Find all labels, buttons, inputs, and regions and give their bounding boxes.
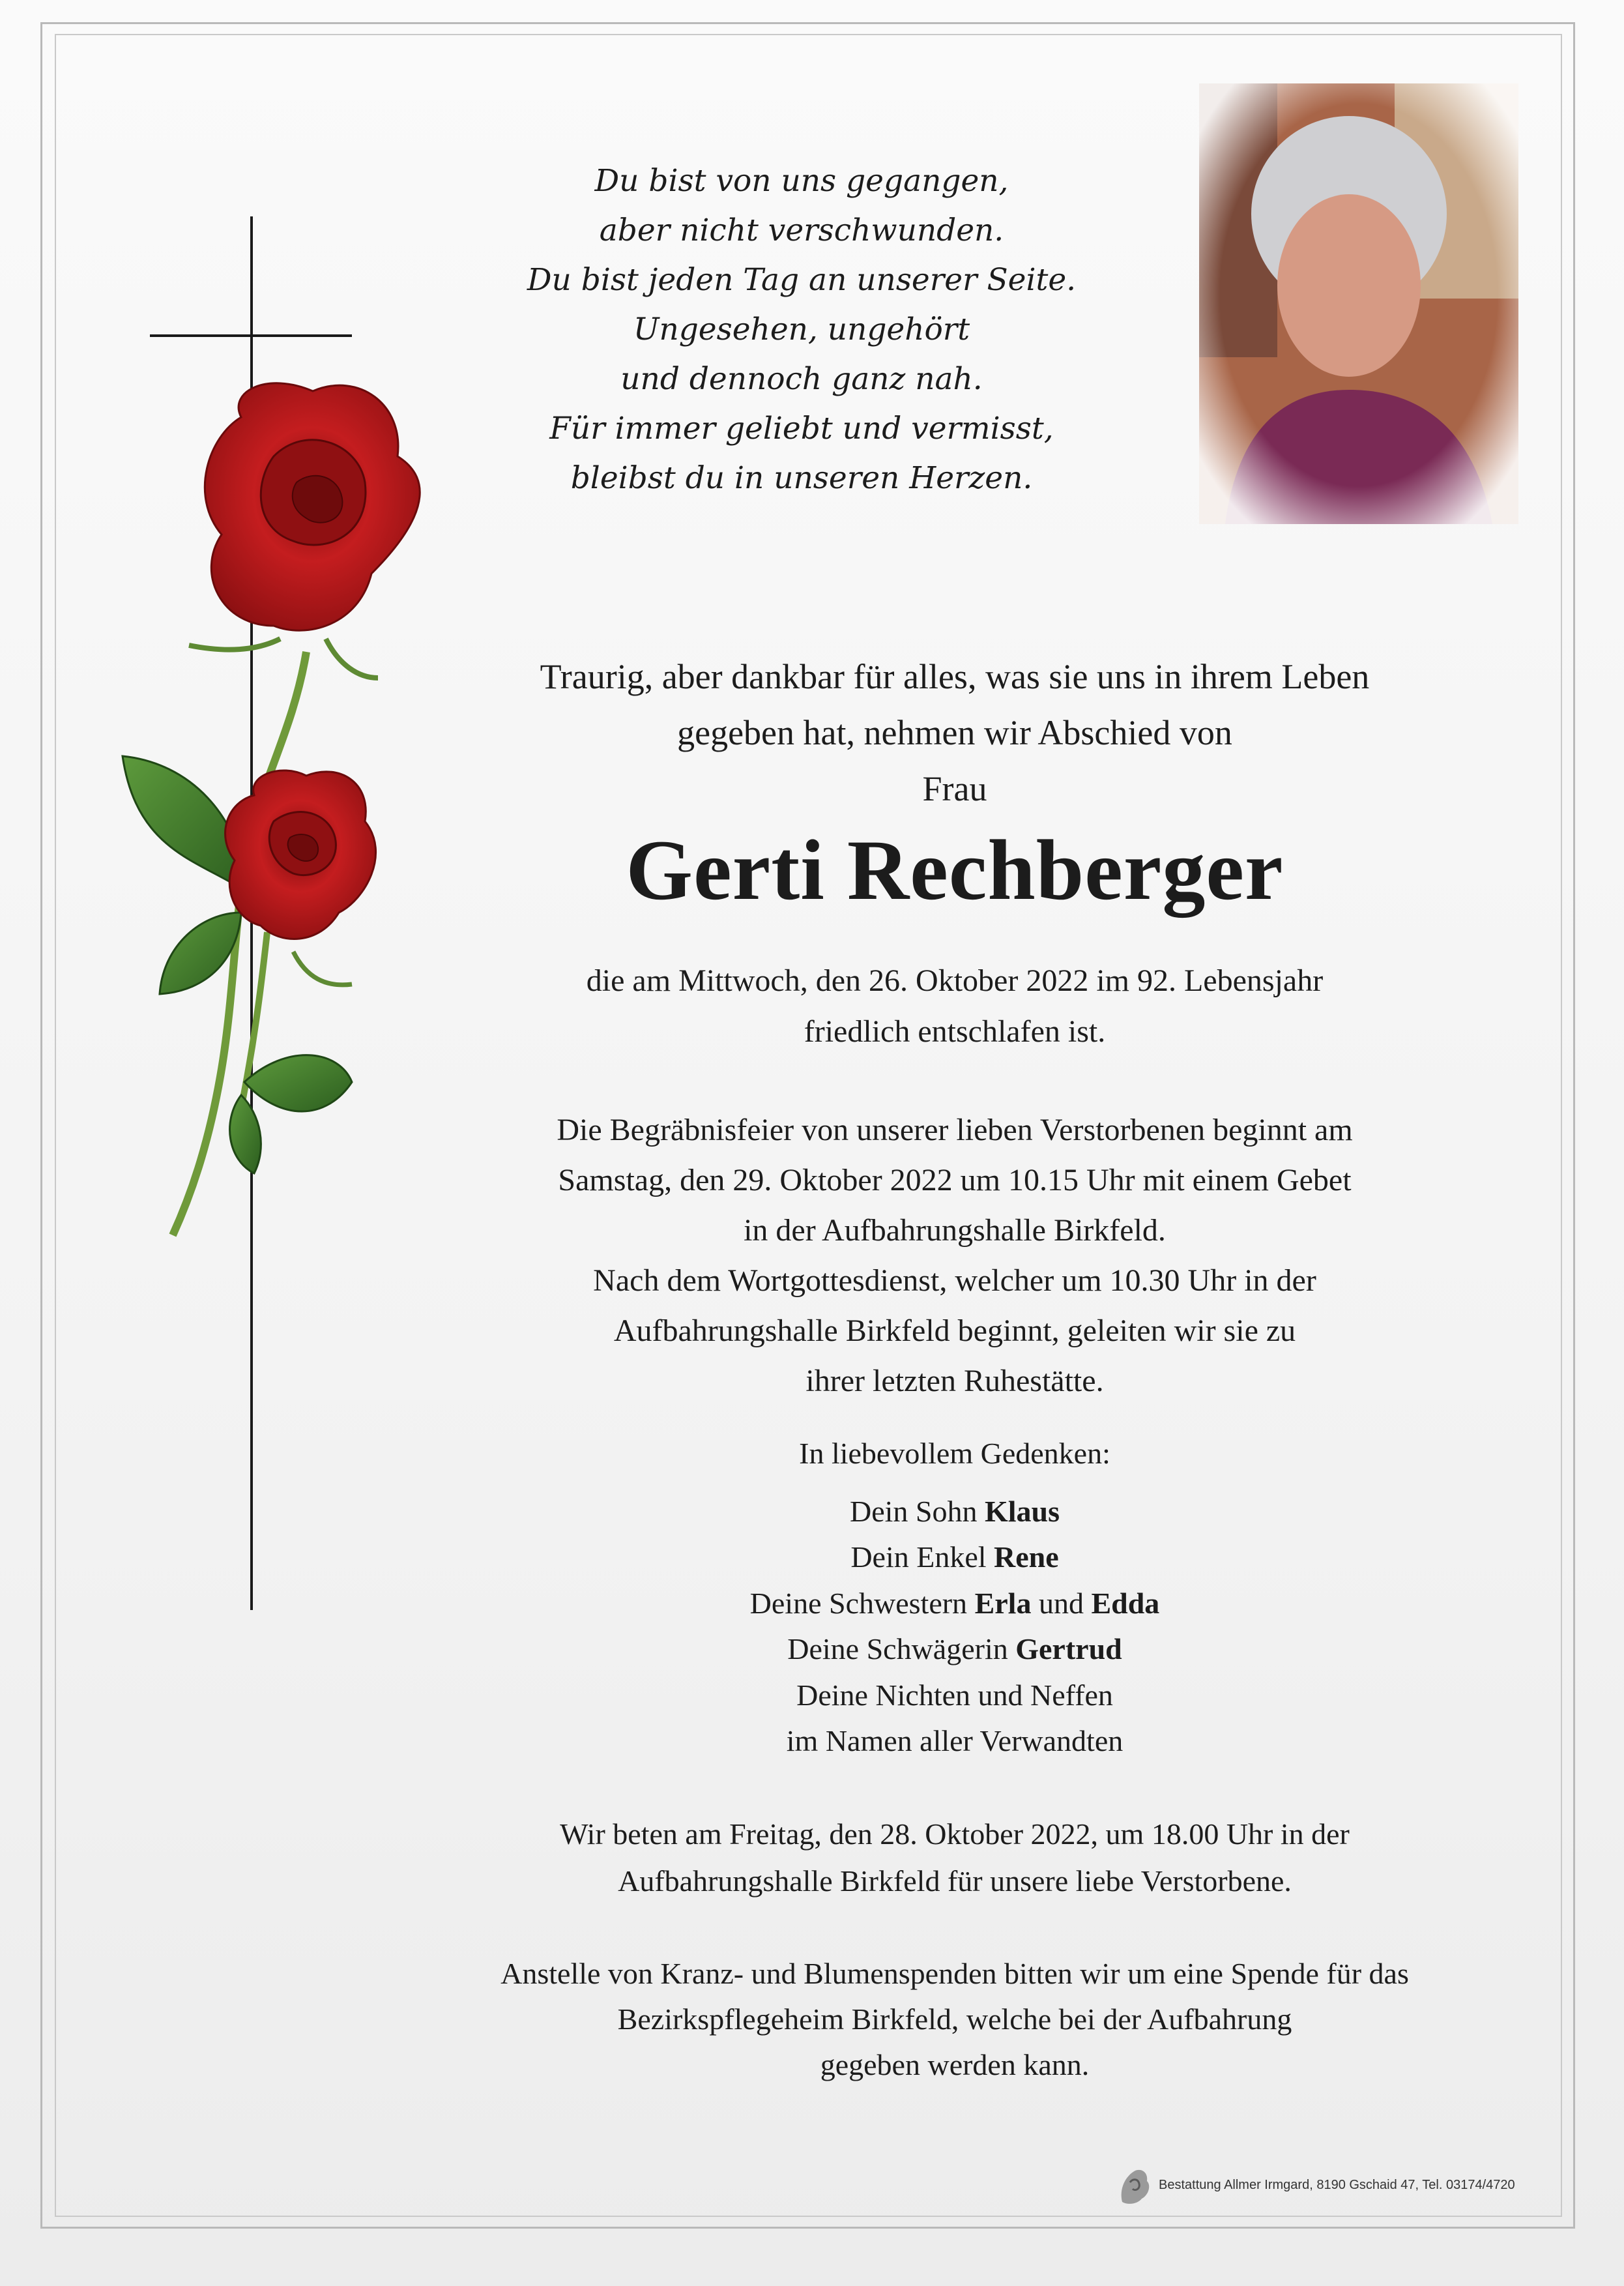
donation-line: Bezirkspflegeheim Birkfeld, welche bei der Aufbahrung: [617, 2002, 1292, 2036]
intro-line: gegeben hat, nehmen wir Abschied von: [677, 713, 1232, 752]
funeral-line: Aufbahrungshalle Birkfeld beginnt, geleiten wir sie zu: [613, 1313, 1296, 1348]
deceased-name: Gerti Rechberger: [626, 822, 1284, 918]
donation-line: gegeben werden kann.: [820, 2048, 1090, 2081]
mourner-relation: Deine Schwägerin: [787, 1632, 1016, 1665]
intro-line: Traurig, aber dankbar für alles, was sie uns in ihrem Leben: [540, 657, 1370, 696]
poem-line: Du bist von uns gegangen,: [594, 163, 1009, 199]
funeral-line: Samstag, den 29. Oktober 2022 um 10.15 Uhr mit einem Gebet: [558, 1163, 1352, 1197]
mourner-relatives: im Namen aller Verwandten: [786, 1724, 1124, 1757]
mourner-relation: Dein Sohn: [849, 1494, 985, 1528]
mourner-sister-in-law: [391, 1626, 1518, 1673]
leaf: [244, 1055, 352, 1111]
donation-notice: [391, 1951, 1518, 2088]
funeral-line: ihrer letzten Ruhestätte.: [805, 1364, 1104, 1398]
intro-line: Frau: [922, 769, 987, 808]
poem: [456, 156, 1147, 503]
mourner-relation: Deine Schwestern: [749, 1586, 975, 1620]
prayer-line: Aufbahrungshalle Birkfeld für unsere liebe Verstorbene.: [618, 1864, 1292, 1898]
poem-line: Du bist jeden Tag an unserer Seite.: [527, 262, 1077, 298]
mourner-name: Klaus: [984, 1494, 1060, 1528]
mourner-grandson: [391, 1534, 1518, 1581]
leaf: [230, 1095, 261, 1173]
rose-middle: [225, 770, 376, 939]
portrait-photo: [1199, 83, 1518, 524]
mourner-name: Gertrud: [1015, 1632, 1122, 1665]
funeral-details: [391, 1105, 1518, 1406]
mourner-name: Rene: [994, 1540, 1059, 1574]
prayer-line: Wir beten am Freitag, den 28. Oktober 2022, um 18.00 Uhr in der: [560, 1817, 1350, 1851]
poem-line: Für immer geliebt und vermisst,: [549, 411, 1054, 447]
donation-line: Anstelle von Kranz- und Blumenspenden bitten wir um eine Spende für das: [500, 1957, 1409, 1990]
poem-line: und dennoch ganz nah.: [620, 361, 983, 397]
poem-line: aber nicht verschwunden.: [599, 212, 1004, 248]
mourners-heading: In liebevollem Gedenken:: [799, 1437, 1110, 1470]
prayer-notice: [391, 1811, 1518, 1905]
farewell-intro: [391, 649, 1518, 817]
death-notice: [391, 956, 1518, 1057]
funeral-home-footer: Bestattung Allmer Irmgard, 8190 Gschaid 47, Tel. 03174/4720: [1159, 2178, 1515, 2192]
funeral-line: Nach dem Wortgottesdienst, welcher um 10.30 Uhr in der: [593, 1263, 1316, 1298]
mourner-name: Edda: [1091, 1586, 1160, 1620]
mourners-list: [391, 1431, 1518, 1765]
mourner-son: [391, 1489, 1518, 1535]
mourner-sisters: [391, 1581, 1518, 1627]
mourner-name: Erla: [974, 1586, 1032, 1620]
rose-top: [205, 383, 420, 630]
funeral-line: Die Begräbnisfeier von unserer lieben Verstorbenen beginnt am: [557, 1113, 1353, 1147]
mourner-nieces: Deine Nichten und Neffen: [796, 1678, 1113, 1712]
poem-line: Ungesehen, ungehört: [633, 312, 970, 347]
poem-line: bleibst du in unseren Herzen.: [570, 460, 1033, 496]
death-line: die am Mittwoch, den 26. Oktober 2022 im 92. Lebensjahr: [586, 963, 1324, 998]
death-line: friedlich entschlafen ist.: [804, 1014, 1106, 1049]
funeral-line: in der Aufbahrungshalle Birkfeld.: [744, 1213, 1166, 1248]
funeral-home-logo-icon: [1116, 2163, 1155, 2208]
mourner-conjunction: und: [1031, 1586, 1092, 1620]
mourner-relation: Dein Enkel: [850, 1540, 994, 1574]
